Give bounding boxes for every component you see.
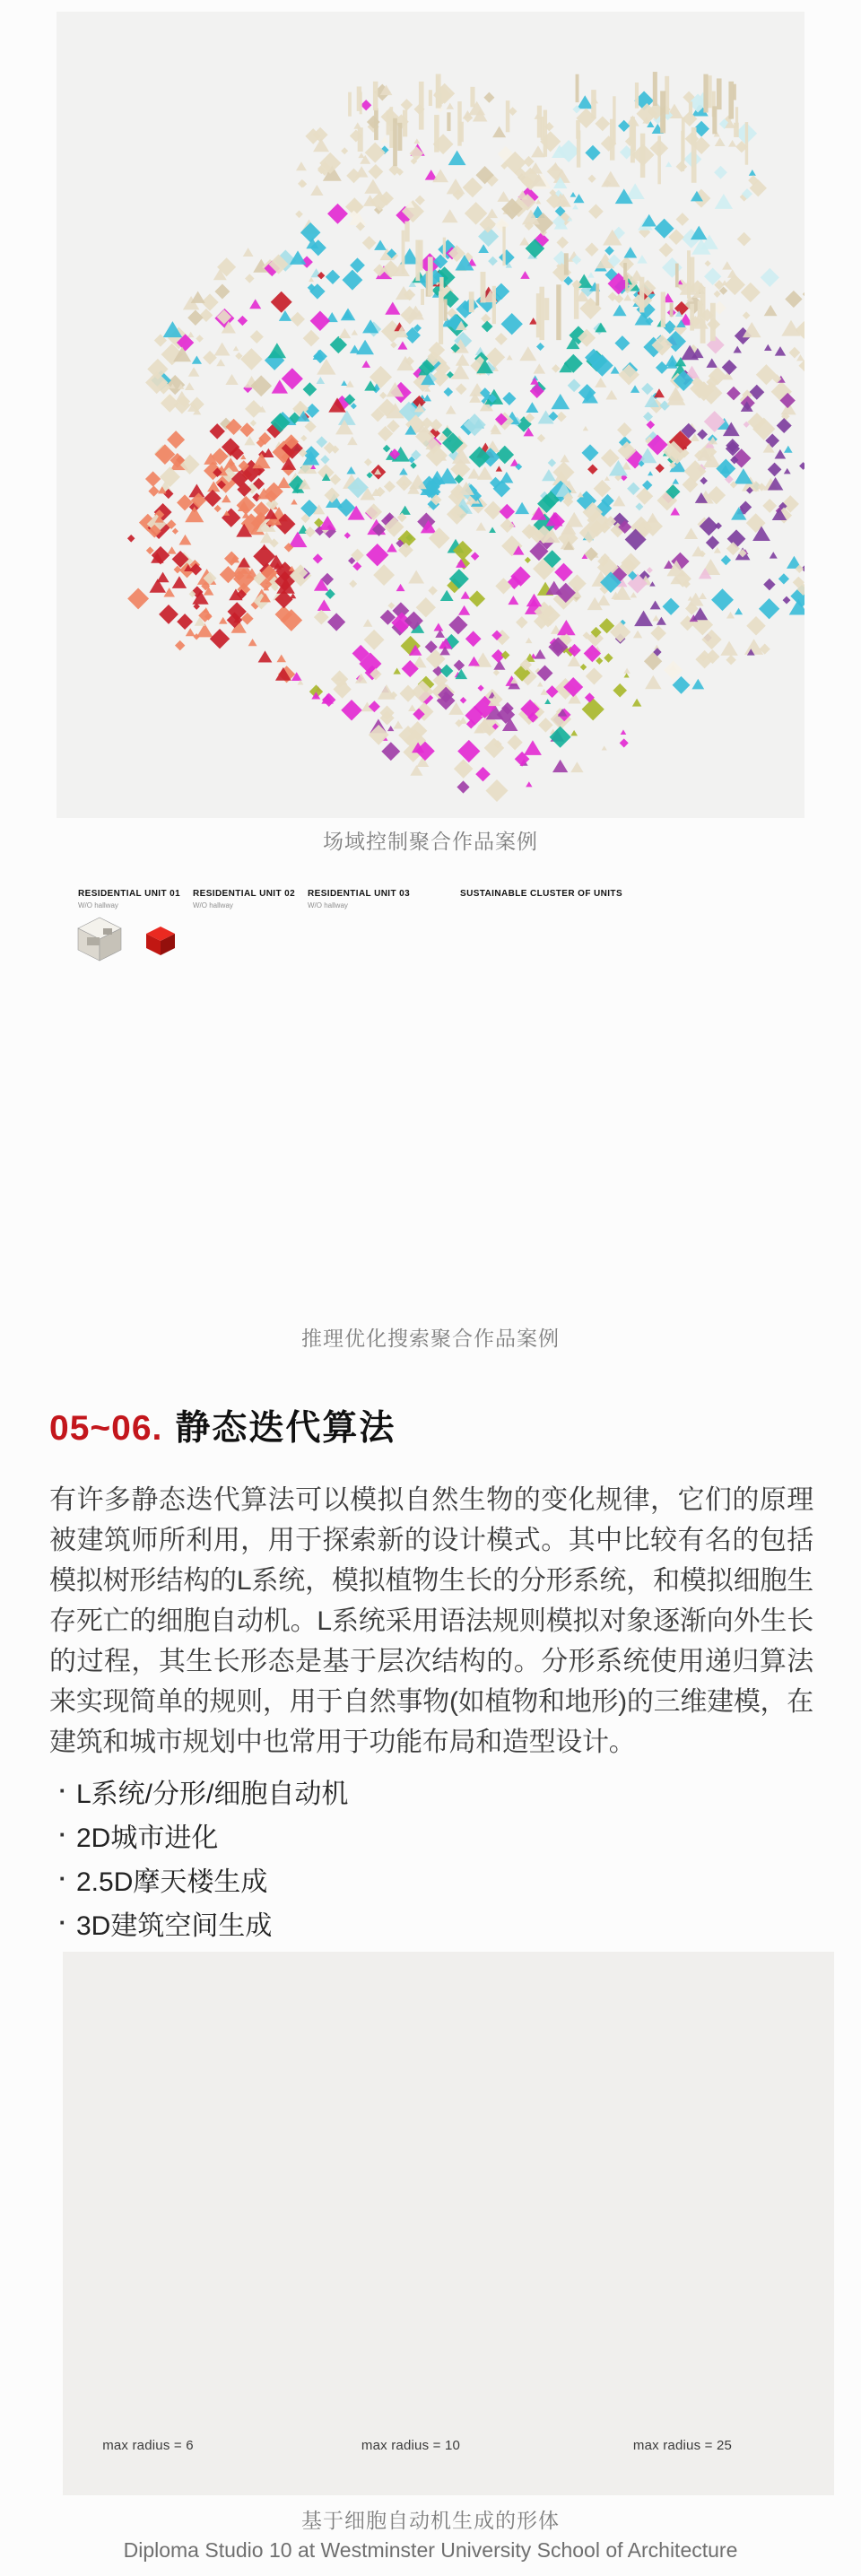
units-diagram-image	[49, 875, 848, 1310]
section-number: 05~06.	[49, 1409, 163, 1448]
residential-unit-03-label: RESIDENTIAL UNIT 03	[308, 889, 411, 899]
section-title: 静态迭代算法	[175, 1409, 396, 1448]
field-control-aggregation-figure	[57, 12, 804, 818]
bullet-icon: ·	[58, 1865, 67, 1892]
list-item-text: L系统/分形/细胞自动机	[76, 1779, 349, 1809]
optimization-search-figure	[49, 875, 848, 1310]
list-item-text: 2.5D摩天楼生成	[76, 1867, 268, 1897]
max-radius-label-3: max radius = 25	[632, 2438, 733, 2453]
list-item-text: 3D建筑空间生成	[76, 1910, 273, 1941]
list-item-text: 2D城市进化	[76, 1823, 219, 1853]
list-item	[49, 1901, 348, 1945]
figure3-caption: 基于细胞自动机生成的形体	[301, 2509, 560, 2532]
cellular-automata-image	[63, 1952, 834, 2495]
unit-02-subtext: W/O hallway	[193, 901, 233, 909]
list-item	[49, 1769, 348, 1813]
section-paragraph: 有许多静态迭代算法可以模拟自然生物的变化规律，它们的原理被建筑师所利用，用于探索新的设计模式。其中比较有名的包括模拟树形结构的L系统，模拟植物生长的分形系统，和模拟细胞生存死亡的细胞自动机。L系统采用语法规则模拟对象逐渐向外生长的过程，其生长形态是基于层次结构的。分形系统使用递归算法来实现简单的规则，用于自然事物(如植物和地形)的三维建模，在建筑和城市规划中也常用于功能布局和造型设计。	[49, 1485, 813, 1757]
section-heading	[49, 1406, 396, 1451]
list-item	[49, 1813, 348, 1857]
max-radius-label-2: max radius = 10	[361, 2438, 461, 2453]
aggregation-artwork-image	[57, 12, 804, 818]
figure1-caption: 场域控制聚合作品案例	[323, 830, 538, 853]
bullet-icon: ·	[58, 1909, 67, 1936]
residential-unit-02-label: RESIDENTIAL UNIT 02	[193, 889, 296, 899]
unit-03-subtext: W/O hallway	[308, 901, 348, 909]
residential-unit-01-label: RESIDENTIAL UNIT 01	[78, 889, 181, 899]
unit-01-subtext: W/O hallway	[78, 901, 118, 909]
footer-credit: Diploma Studio 10 at Westminster University School of Architecture	[123, 2538, 738, 2562]
bullet-icon: ·	[58, 1777, 67, 1804]
bullet-icon: ·	[58, 1821, 67, 1848]
cellular-automata-figure	[63, 1952, 834, 2495]
max-radius-label-1: max radius = 6	[102, 2438, 194, 2453]
list-item	[49, 1857, 348, 1901]
figure2-caption: 推理优化搜索聚合作品案例	[301, 1327, 560, 1350]
sustainable-cluster-label: SUSTAINABLE CLUSTER OF UNITS	[460, 889, 623, 899]
bullet-list	[49, 1769, 348, 1945]
